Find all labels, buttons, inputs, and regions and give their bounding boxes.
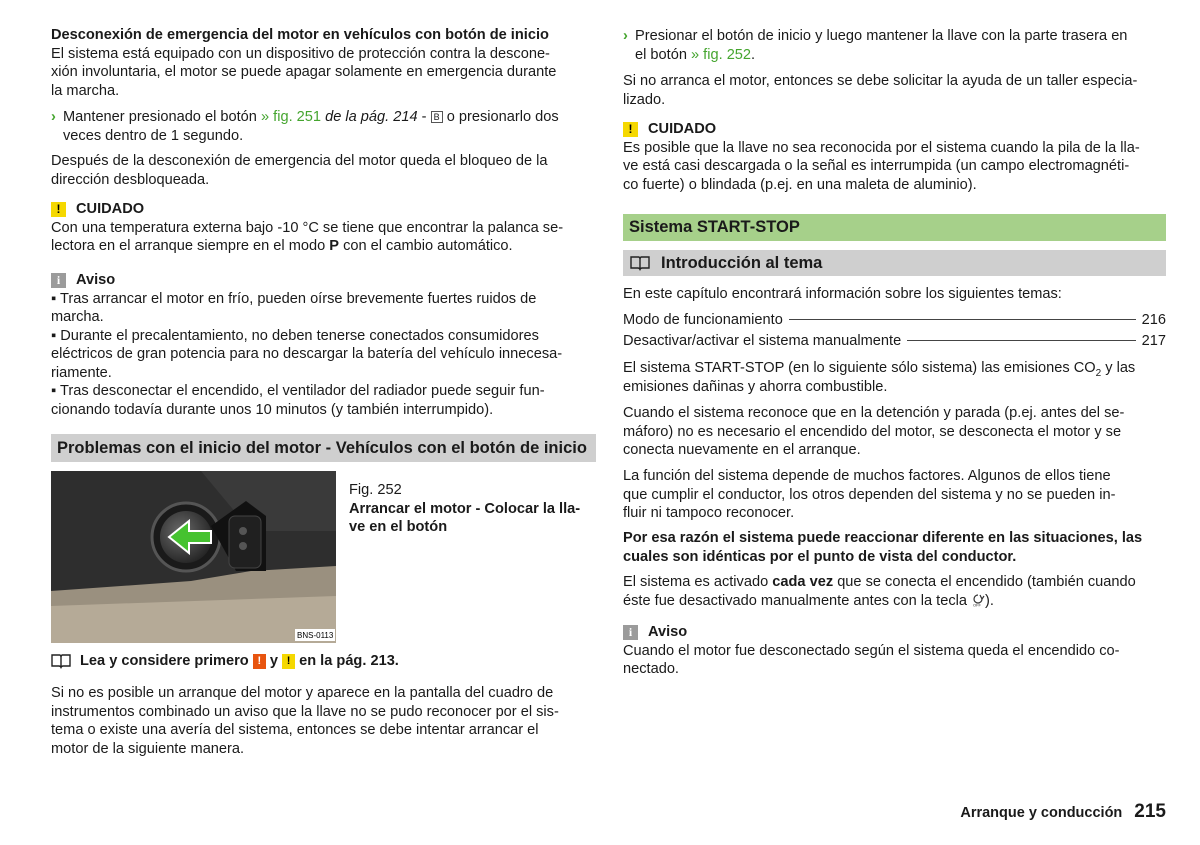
- paragraph-line: tema o existe una avería del sistema, entonces se debe intentar arrancar el: [51, 722, 539, 738]
- aviso-line: marcha.: [51, 309, 104, 325]
- paragraph-line: dirección desbloqueada.: [51, 171, 210, 188]
- paragraph-line: Después de la desconexión de emergencia del motor queda el bloqueo de la: [51, 153, 548, 169]
- svg-text:OFF: OFF: [973, 602, 982, 607]
- footer-section-title: Arranque y conducción: [960, 805, 1123, 821]
- paragraph-line: El sistema START-STOP (en lo siguiente sólo sistema) las emisiones $CO_2$ y las: [623, 360, 1136, 379]
- fig-252-link[interactable]: » fig. 252: [691, 46, 752, 63]
- intro-heading: [623, 250, 1166, 276]
- section-heading-start-stop: Sistema START-STOP: [623, 214, 1166, 241]
- paragraph-line: máforo) no es necesario el encendido del motor, se desconecta el motor y se: [623, 423, 1122, 440]
- figure-title: Arrancar el motor - Colocar la lla-: [349, 500, 581, 517]
- aviso-line: ▪ Durante el precalentamiento, no deben tenerse conectados consumidores: [51, 327, 539, 344]
- caution-title: CUIDADO: [76, 201, 145, 217]
- detection-paragraph: [623, 404, 1168, 460]
- figure-number: Fig. 252: [349, 482, 402, 498]
- paragraph-line: El sistema es activado cada vez que se conecta el encendido (también cuando: [623, 574, 1136, 590]
- paragraph-line: que cumplir el conductor, los otros dependen del sistema y no se pueden in-: [623, 486, 1116, 503]
- paragraph-line: cuales son idénticas por el punto de vista del conductor.: [623, 548, 1017, 565]
- caution-line: Con una temperatura externa bajo -10 °C se tiene que encontrar la palanca se-: [51, 219, 564, 236]
- toc-page: 217: [1141, 332, 1166, 349]
- paragraph-line: Cuando el sistema reconoce que en la detención y parada (p.ej. antes del se-: [623, 405, 1125, 421]
- dash: -: [421, 109, 427, 125]
- toc-entry[interactable]: [623, 332, 1166, 351]
- emergency-block: [51, 26, 596, 100]
- intro-title: Introducción al tema: [661, 254, 823, 272]
- caution-line: co fuerte) o blindada (p.ej. en una maleta de aluminio).: [623, 176, 977, 193]
- aviso-line: ▪ Tras arrancar el motor en frío, pueden oírse brevemente fuertes ruidos de: [51, 290, 537, 307]
- aviso-line: eléctricos de gran potencia para no descargar la batería del vehículo innecesa-: [51, 346, 563, 362]
- start-stop-intro-paragraph: [623, 359, 1168, 396]
- info-icon: i: [623, 625, 638, 640]
- after-paragraph: [51, 152, 596, 189]
- step-text: Presionar el botón de inicio y luego mantener la llave con la parte trasera en: [635, 28, 1128, 44]
- toc-leader: [907, 340, 1135, 341]
- paragraph-line: emisiones dañinas y ahorra combustible.: [623, 378, 888, 395]
- aviso-title: Aviso: [76, 272, 116, 288]
- toc-label: Modo de funcionamiento: [623, 312, 783, 328]
- step-text: el botón: [635, 46, 687, 63]
- emergency-title: Desconexión de emergencia del motor en vehículos con botón de inicio: [51, 27, 549, 43]
- caution-warning-icon: !: [623, 122, 638, 137]
- book-icon: [51, 653, 71, 669]
- info-icon: i: [51, 273, 66, 288]
- factors-paragraph: [623, 467, 1168, 523]
- emergency-line: El sistema está equipado con un dispositivo de protección contra la descone-: [51, 45, 550, 62]
- step-arrow-icon: ›: [51, 109, 56, 125]
- paragraph-line: instrumentos combinado un aviso que la llave no se pudo reconocer por el sis-: [51, 703, 559, 720]
- toc-entry[interactable]: [623, 311, 1166, 330]
- caution-line: ve está casi descargada o la señal es interrumpida (un campo electromagnéti-: [623, 158, 1130, 174]
- book-icon: [629, 255, 651, 271]
- aviso-line: nectado.: [623, 661, 679, 677]
- warning-icon: !: [253, 654, 266, 669]
- paragraph-line: motor de la siguiente manera.: [51, 740, 245, 757]
- intro-text: En este capítulo encontrará información sobre los siguientes temas:: [623, 286, 1062, 302]
- aviso-line: riamente.: [51, 364, 112, 381]
- figure-code: BNS-0113: [297, 631, 334, 640]
- paragraph-line: fluir ni tampoco reconocer.: [623, 505, 795, 521]
- figure-title: ve en el botón: [349, 519, 448, 535]
- aviso-title: Aviso: [648, 624, 688, 640]
- emergency-line: la marcha.: [51, 82, 120, 99]
- aviso-block: [623, 623, 1168, 679]
- page-number: 215: [1134, 801, 1166, 822]
- aviso-line: cionando todavía durante unos 10 minutos (y también interrumpido).: [51, 401, 494, 418]
- start-stop-off-icon: [971, 593, 985, 607]
- caution-warning-icon: !: [51, 202, 66, 217]
- step-emergency-stop: [51, 108, 596, 145]
- aviso-line: ▪ Tras desconectar el encendido, el ventilador del radiador puede seguir fun-: [51, 383, 545, 399]
- paragraph-line: La función del sistema depende de muchos factores. Algunos de ellos tiene: [623, 468, 1111, 484]
- step-text: o presionarlo dos: [446, 109, 559, 125]
- read-first-line: Lea y considere primero ! y ! en la pág. 213.: [51, 652, 596, 671]
- caution-line: lectora en el arranque siempre en el modo P con el cambio automático.: [51, 238, 513, 254]
- figure-252-image: [51, 471, 336, 643]
- paragraph-line: Si no es posible un arranque del motor y aparece en la pantalla del cuadro de: [51, 685, 554, 701]
- caution-warning-icon: !: [282, 654, 295, 669]
- start-problem-paragraph: [51, 684, 596, 758]
- bold-paragraph: [623, 529, 1168, 566]
- page-ref: de la pág. 214: [325, 109, 418, 125]
- caution-block: [51, 200, 596, 256]
- toc-leader: [789, 319, 1136, 320]
- caution-line: Es posible que la llave no sea reconocida por el sistema cuando la pila de la lla-: [623, 139, 1140, 156]
- step-press-start: › Presionar el botón de inicio y luego mantener la llave con la parte trasera en el botón » fig. 252.: [623, 27, 1168, 64]
- toc-page: 216: [1141, 312, 1166, 328]
- fig-251-link[interactable]: » fig. 251: [260, 109, 322, 125]
- paragraph-line: conecta nuevamente en el arranque.: [623, 442, 861, 458]
- no-start-paragraph: [623, 72, 1168, 109]
- start-button-illustration: [51, 471, 336, 643]
- paragraph-line: lizado.: [623, 91, 666, 108]
- b-key-icon: B: [431, 111, 443, 123]
- figure-caption: [349, 481, 589, 537]
- step-arrow-icon: ›: [623, 28, 628, 44]
- paragraph-line: éste fue desactivado manualmente antes con la tecla OFF ).: [623, 592, 994, 609]
- aviso-line: Cuando el motor fue desconectado según el sistema queda el encendido co-: [623, 642, 1120, 659]
- aviso-block: [51, 271, 596, 419]
- paragraph-line: Si no arranca el motor, entonces se debe solicitar la ayuda de un taller especia-: [623, 73, 1138, 89]
- page-footer: [960, 803, 1166, 823]
- paragraph-line: Por esa razón el sistema puede reaccionar diferente en las situaciones, las: [623, 530, 1143, 546]
- caution-block: [623, 120, 1168, 194]
- activation-paragraph: [623, 573, 1168, 610]
- step-text: veces dentro de 1 segundo.: [63, 127, 244, 144]
- section-heading-start-problems: Problemas con el inicio del motor - Vehículos con el botón de inicio: [51, 434, 596, 462]
- step-text: Mantener presionado el botón: [63, 109, 257, 125]
- emergency-line: xión involuntaria, el motor se puede apagar solamente en emergencia durante: [51, 64, 557, 80]
- toc-list: [623, 311, 1166, 350]
- caution-title: CUIDADO: [648, 121, 717, 137]
- toc-label: Desactivar/activar el sistema manualmente: [623, 332, 902, 349]
